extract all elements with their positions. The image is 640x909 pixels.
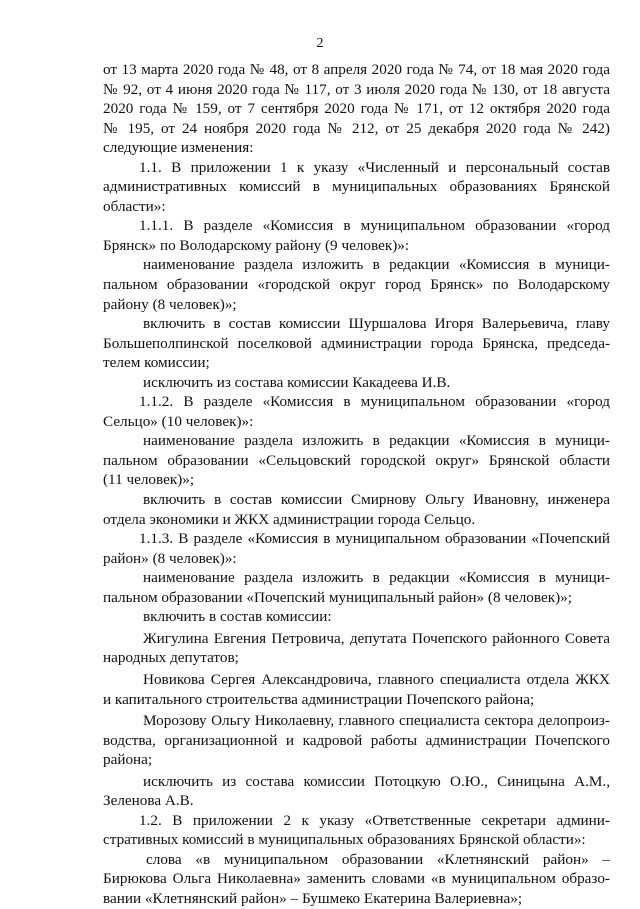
text-line: Зеленова А.В. bbox=[103, 792, 194, 810]
text-line: области»: bbox=[103, 197, 166, 215]
text-line: административных комиссий в муниципальных образованиях Брянской bbox=[103, 178, 610, 196]
text-line: отдела экономики и ЖКХ администрации города Сельцо. bbox=[103, 510, 476, 528]
text-line: и капитального строительства администрации Почепского района; bbox=[103, 690, 535, 708]
text-line: пальном образовании «городской округ город Брянск» по Володарскому bbox=[103, 276, 610, 294]
text-line: района; bbox=[103, 751, 153, 769]
text-line: 1.1.2. В разделе «Комиссия в муниципальном образовании «город bbox=[139, 393, 610, 411]
text-line: исключить из состава комиссии Потоцкую О.Ю., Синицына А.М., bbox=[143, 772, 610, 790]
page-number: 2 bbox=[316, 36, 324, 51]
text-line: включить в состав комиссии: bbox=[143, 608, 332, 626]
text-line: 1.2. В приложении 2 к указу «Ответственные секретари админи- bbox=[139, 811, 610, 829]
text-line: вании «Клетнянский район» – Бушмеко Екатерина Валериевна»; bbox=[103, 889, 523, 907]
text-line: водства, организационной и кадровой работы администрации Почепского bbox=[103, 731, 610, 749]
text-line: 1.1.3. В разделе «Комиссия в муниципальном образовании «Почепский bbox=[139, 530, 610, 548]
text-line: включить в состав комиссии Шуршалова Игоря Валерьевича, главу bbox=[143, 315, 610, 333]
text-line: району (8 человек)»; bbox=[103, 295, 237, 313]
text-line: стративных комиссий в муниципальных образованиях Брянской области»: bbox=[103, 831, 586, 849]
text-line: район» (8 человек)»: bbox=[103, 549, 237, 567]
document-body bbox=[103, 60, 610, 909]
text-line: следующие изменения: bbox=[103, 139, 254, 157]
text-line: наименование раздела изложить в редакции «Комиссия в муници- bbox=[143, 569, 610, 587]
text-line: Брянск» по Володарскому району (9 человек)»: bbox=[103, 236, 410, 254]
text-line: № 195, от 24 ноября 2020 года № 212, от 25 декабря 2020 года № 242) bbox=[103, 119, 610, 137]
text-line: слова «в муниципальном образовании «Клетнянский район» – bbox=[146, 850, 610, 868]
text-line: пальном образовании «Сельцовский городской округ» Брянской области bbox=[103, 451, 610, 469]
text-line: Сельцо» (10 человек)»: bbox=[103, 412, 254, 430]
text-line: от 13 марта 2020 года № 48, от 8 апреля 2020 года № 74, от 18 мая 2020 года bbox=[103, 61, 610, 78]
text-line: 1.1.1. В разделе «Комиссия в муниципальном образовании «город bbox=[139, 217, 610, 235]
text-line: 1.1. В приложении 1 к указу «Численный и персональный состав bbox=[139, 158, 610, 176]
text-line: телем комиссии; bbox=[103, 354, 210, 372]
text-line: включить в состав комиссии Смирнову Ольгу Ивановну, инженера bbox=[143, 491, 610, 509]
text-line: Большеполпинской поселковой администрации города Брянска, председа- bbox=[103, 334, 610, 352]
text-line: 2020 года № 159, от 7 сентября 2020 года № 171, от 12 октября 2020 года bbox=[103, 100, 610, 118]
text-line: (11 человек)»; bbox=[103, 471, 195, 489]
text-line: исключить из состава комиссии Какадеева И.В. bbox=[143, 373, 451, 391]
text-line: наименование раздела изложить в редакции «Комиссия в муници- bbox=[143, 432, 610, 450]
text-line: Морозову Ольгу Николаевну, главного специалиста сектора делопроиз- bbox=[143, 712, 610, 730]
text-line: № 92, от 4 июня 2020 года № 117, от 3 июля 2020 года № 130, от 18 августа bbox=[103, 80, 610, 98]
text-line: Новикова Сергея Александровича, главного специалиста отдела ЖКХ bbox=[143, 670, 610, 688]
text-line: Жигулина Евгения Петровича, депутата Почепского районного Совета bbox=[143, 629, 610, 647]
text-line: Бирюкова Ольга Николаевна» заменить словами «в муниципальном образо- bbox=[103, 870, 610, 888]
text-line: наименование раздела изложить в редакции «Комиссия в муници- bbox=[143, 256, 610, 274]
text-line: народных депутатов; bbox=[103, 649, 239, 667]
text-line: пальном образовании «Почепский муниципальный район» (8 человек)»; bbox=[103, 588, 572, 606]
